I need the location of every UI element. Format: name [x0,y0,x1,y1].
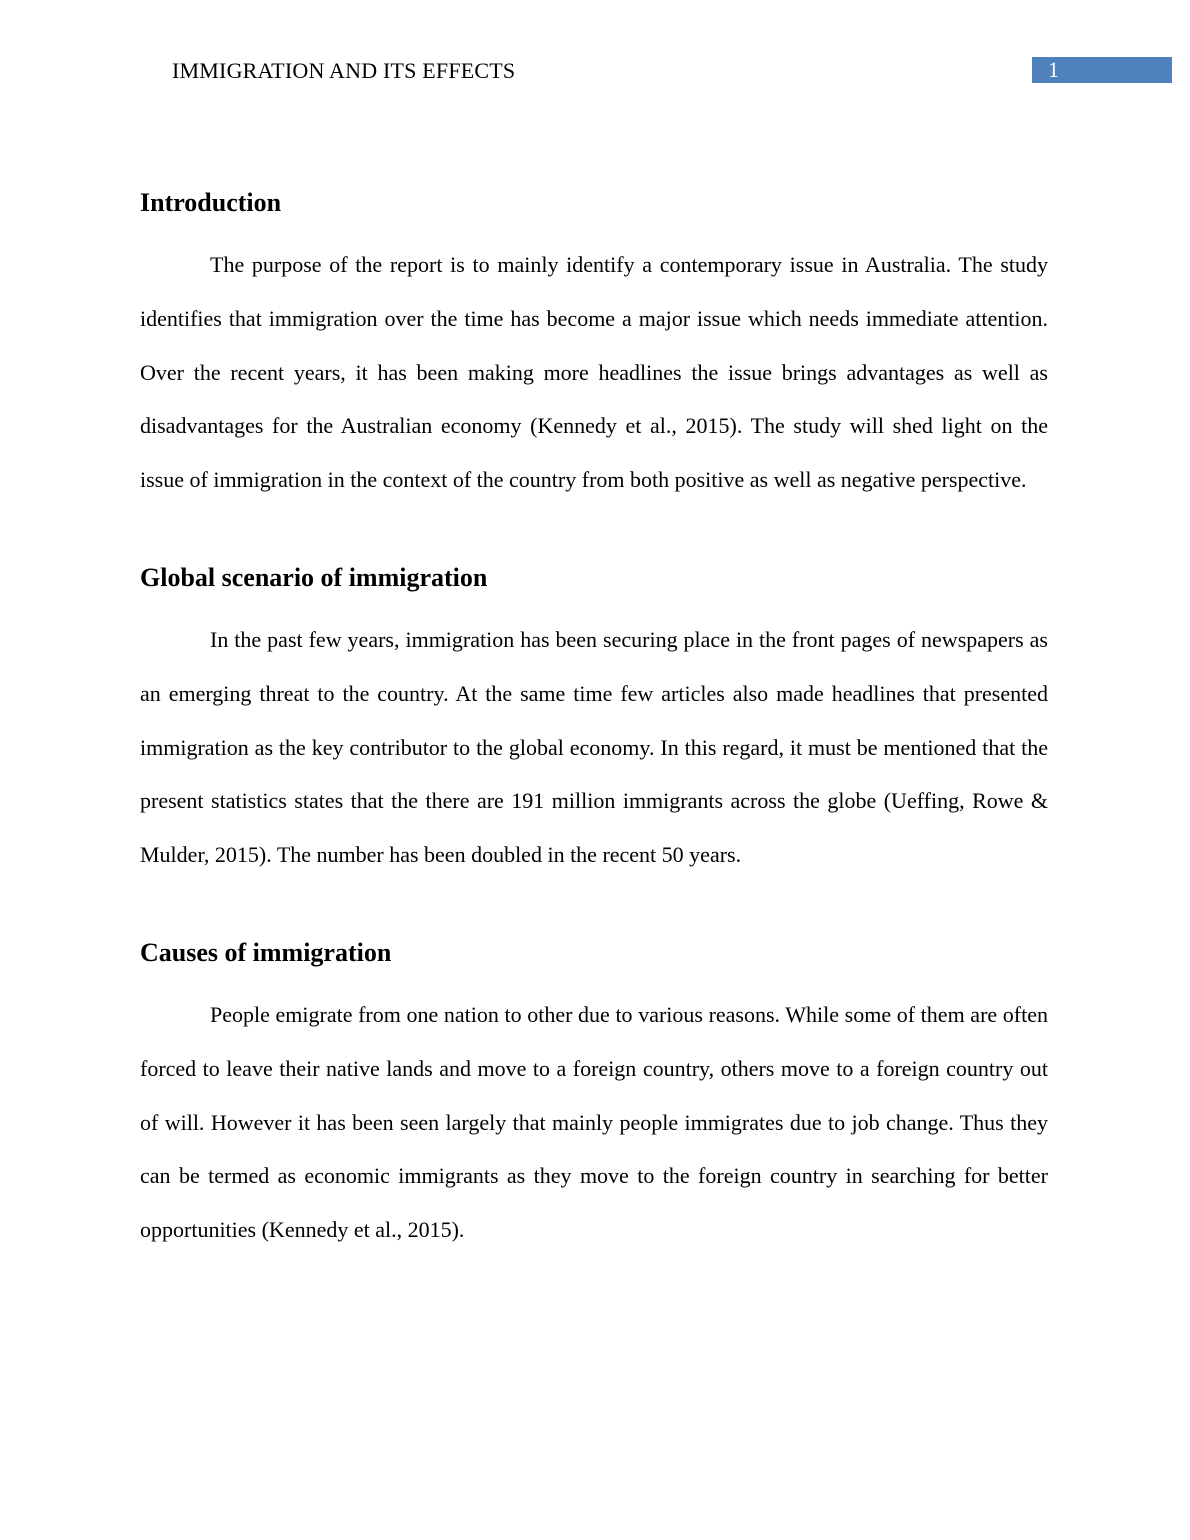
section-paragraph: In the past few years, immigration has been securing place in the front pages of newspapers as an emerging threat to the country. At the same time few articles also made headlines that presented immigration as the key contributor to the global economy. In this regard, it must be mentioned that the present statistics states that the there are 191 million immigrants across the globe (Ueffing, Rowe & Mulder, 2015). The number has been doubled in the recent 50 years. [140,626,1048,868]
spacer [140,226,1048,238]
document-body [140,180,1048,1257]
section-causes [140,930,1048,1257]
spacer [140,601,1048,613]
section-paragraph: People emigrate from one nation to other due to various reasons. While some of them are often forced to leave their native lands and move to a foreign country, others move to a foreign country out of will. However it has been seen largely that mainly people immigrates due to job change. Thus they can be termed as economic immigrants as they move to the foreign country in searching for better opportunities (Kennedy et al., 2015). [140,1001,1048,1243]
running-header-title: IMMIGRATION AND ITS EFFECTS [172,58,516,83]
section-introduction [140,180,1048,507]
page-number-box [1032,57,1172,83]
section-paragraph: The purpose of the report is to mainly identify a contemporary issue in Australia. The study identifies that immigration over the time has become a major issue which needs immediate attention. Over the recent years, it has been making more headlines the issue brings advantages as well as disadvantages for the Australian economy (Kennedy et al., 2015). The study will shed light on the issue of immigration in the context of the country from both positive as well as negative perspective. [140,252,1048,493]
section-heading: Causes of immigration [140,937,392,967]
section-global-scenario [140,555,1048,882]
section-heading: Introduction [140,188,282,217]
section-heading: Global scenario of immigration [140,562,488,592]
page-number: 1 [1048,57,1059,82]
spacer [140,976,1048,988]
